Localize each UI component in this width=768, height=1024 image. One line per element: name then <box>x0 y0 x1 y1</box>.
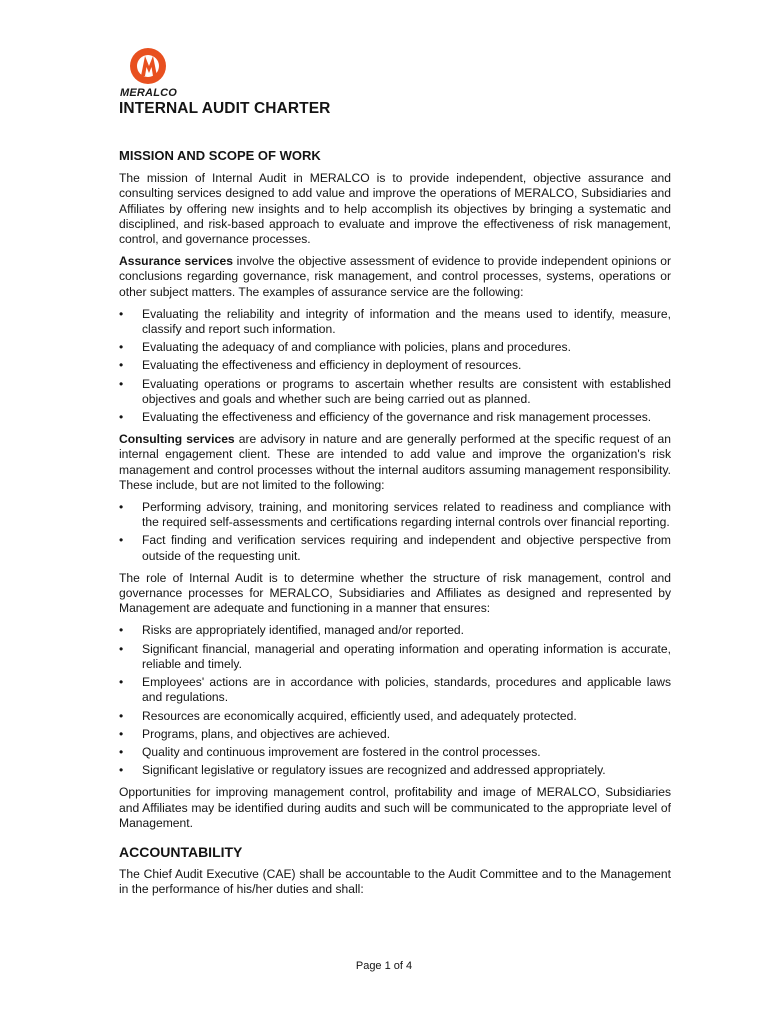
assurance-paragraph <box>119 254 671 300</box>
meralco-logo-icon <box>128 46 168 86</box>
section-heading-accountability: ACCOUNTABILITY <box>119 843 243 860</box>
role-paragraph: The role of Internal Audit is to determine whether the structure of risk management, control and governance processes for MERALCO, Subsidiaries and Affiliates as designed and represented by Management are adequate and functioning in a manner that ensures: <box>119 570 671 616</box>
meralco-logo <box>120 46 200 99</box>
list-item: • Significant financial, managerial and operating information and operating information is accurate, reliable and timely. <box>119 642 671 672</box>
opportunities-paragraph: Opportunities for improving management control, profitability and image of MERALCO, Subsidiaries and Affiliates may be identified during audits and such will be communicated to the appropriate level of Management. <box>119 785 671 830</box>
list-item: • Resources are economically acquired, efficiently used, and adequately protected. <box>119 709 671 724</box>
list-item: • Evaluating the reliability and integrity of information and the means used to identify, measure, classify and report such information. <box>119 307 671 337</box>
list-item: • Employees' actions are in accordance with policies, standards, procedures and applicable laws and regulations. <box>119 675 671 705</box>
list-item: • Quality and continuous improvement are fostered in the control processes. <box>119 745 671 760</box>
list-item: • Fact finding and verification services requiring and independent and objective perspective from outside of the requesting unit. <box>119 533 671 563</box>
role-list <box>119 623 671 778</box>
assurance-term: Assurance services <box>119 254 233 269</box>
list-item: • Programs, plans, and objectives are achieved. <box>119 727 671 742</box>
list-item: • Evaluating operations or programs to ascertain whether results are consistent with established objectives and goals and whether such are being carried out as planned. <box>119 377 671 407</box>
consulting-text: are advisory in nature and are generally performed at the specific request of an internal engagement client. These are intended to add value and improve the organization's risk management and control processes without the internal auditors assuming management responsibility. These include, but are not limited to the following: <box>119 432 671 492</box>
accountability-paragraph: The Chief Audit Executive (CAE) shall be accountable to the Audit Committee and to the Management in the performance of his/her duties and shall: <box>119 867 671 897</box>
section-heading-mission: MISSION AND SCOPE OF WORK <box>119 148 321 163</box>
page-number: Page 1 of 4 <box>355 960 413 972</box>
mission-paragraph: The mission of Internal Audit in MERALCO is to provide independent, objective assurance and consulting services designed to add value and improve the operations of MERALCO, Subsidiaries and Affiliates by offering new insights and to help accomplish its objectives by bringing a systematic and disciplined, and risk-based approach to evaluate and improve the effectiveness of risk management, control, and governance processes. <box>119 171 671 247</box>
consulting-paragraph <box>119 432 671 493</box>
logo-wordmark: MERALCO <box>120 87 178 99</box>
consulting-term: Consulting services <box>119 432 235 447</box>
list-item: • Evaluating the effectiveness and efficiency in deployment of resources. <box>119 358 671 373</box>
assurance-text: involve the objective assessment of evidence to provide independent opinions or conclusions regarding governance, risk management, and control processes, systems, operations or other subject matters. The examples of assurance service are the following: <box>119 254 671 299</box>
list-item: • Performing advisory, training, and monitoring services related to readiness and compliance with the required self-assessments and certifications regarding internal controls over financial reporting. <box>119 500 671 530</box>
assurance-list <box>119 307 671 425</box>
list-item: • Evaluating the adequacy of and compliance with policies, plans and procedures. <box>119 340 671 355</box>
list-item: • Significant legislative or regulatory issues are recognized and addressed appropriately. <box>119 763 671 778</box>
document-body <box>119 148 671 905</box>
list-item: • Risks are appropriately identified, managed and/or reported. <box>119 623 671 638</box>
document-title: INTERNAL AUDIT CHARTER <box>119 100 331 117</box>
list-item: • Evaluating the effectiveness and efficiency of the governance and risk management processes. <box>119 410 671 425</box>
consulting-list <box>119 500 671 564</box>
